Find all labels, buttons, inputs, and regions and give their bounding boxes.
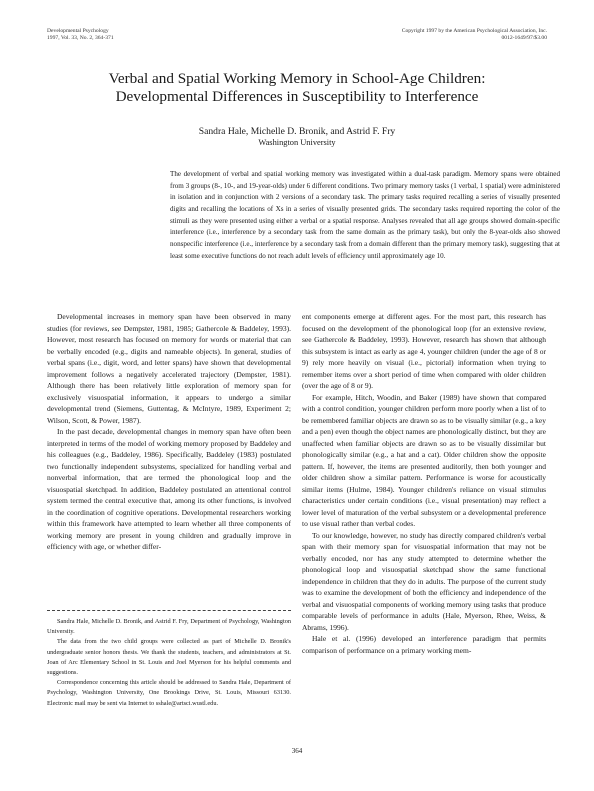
footnote: The data from the two child groups were collected as part of Michelle D. Bronik's undergraduate senior honors thesis. We thank the students, teachers, and administrators at St. Joan of Arc Elementary School in St. Louis and Joel Myerson for his helpful comments and suggestions. (47, 638, 291, 677)
paragraph: In the past decade, developmental changes in memory span have often been interpreted in terms of the model of working memory proposed by Baddeley and his colleagues (e.g., Baddeley, 1986). Specifically, Baddeley (1983) postulated two functionally independent subsystems, specialized for handling verbal and nonverbal information, that are termed the phonological loop and the visuospatial sketchpad. In addition, Baddeley postulated an attentional control system termed the central executive that, among its other functions, is involved in the coordination of cognitive operations. Developmental researchers working within this framework have attempted to learn whether all three components of working memory are present in young children and gradually improve in efficiency with age, or whether differ- (47, 427, 291, 551)
paper-title (40, 70, 554, 106)
footnote: Correspondence concerning this article should be addressed to Sandra Hale, Department of Psychology, Washington University, One Brookings Drive, St. Louis, Missouri 63130. Electronic mail may be sent via Internet to sshale@artsci.wustl.edu. (47, 679, 291, 707)
journal-header (47, 28, 114, 42)
title-line-2: Developmental Differences in Susceptibility to Interference (115, 88, 479, 105)
journal-name: Developmental Psychology (47, 28, 109, 34)
footnote: Sandra Hale, Michelle D. Bronik, and Astrid F. Fry, Department of Psychology, Washington University. (47, 618, 291, 636)
footnote-divider (47, 610, 291, 611)
author-note (47, 617, 291, 709)
paragraph: Developmental increases in memory span have been observed in many studies (for reviews, see Dempster, 1981, 1985; Gathercole & Baddeley, 1993). However, most research has focused on memory for words or material that can be verbally encoded (e.g., digits and nameable objects). In general, studies of verbal spans (i.e., digit, word, and letter spans) have shown that developmental improvement follows a negatively accelerated trajectory (Dempster, 1981). Although there has been relatively little exploration of memory span for exclusively visuospatial information, it appears to undergo a similar developmental trend (Siemens, Guttentag, & McIntyre, 1989, Experiment 2; Wilson, Scott, & Power, 1987). (47, 312, 291, 425)
page-number: 364 (291, 747, 303, 755)
body-column-left (47, 311, 291, 553)
title-line-1: Verbal and Spatial Working Memory in School-Age Children: (108, 70, 486, 87)
paragraph: For example, Hitch, Woodin, and Baker (1989) have shown that compared with a control condition, younger children perform more poorly when a list of to be remembered familiar objects are drawn so as to be visually similar (e.g., a key and a pen) even though the object names are phonologically distinct, but they are unaffected when familiar objects are drawn so as to be visually dissimilar but phonologically similar (e.g., a hat and a cat). Older children show the opposite pattern. If, however, the items are presented auditorily, then both younger and older children show a similar pattern. Performance is worse for acoustically similar items (Hulme, 1984). Younger children's reliance on visual stimulus characteristics under certain conditions (i.e., visual presentation) may reflect a lower level of maturation of the verbal subsystem or a developmental preference to use visual rather than verbal codes. (302, 392, 546, 528)
abstract: The development of verbal and spatial working memory was investigated within a dual-task paradigm. Memory spans were obtained from 3 groups (8-, 10-, and 19-year-olds) under 6 different conditions. Two primary memory tasks (1 verbal, 1 spatial) were administered in isolation and in conjunction with 2 versions of a secondary task. The primary tasks required recalling a series of visually presented digits and recalling the locations of Xs in a series of visually presented grids. The secondary tasks required reporting the color of the stimuli as they were presented using either a verbal or a spatial response. Analyses revealed that all age groups showed domain-specific interference (i.e., interference by a secondary task from the same domain as the primary task), but only the 8-year-olds also showed nonspecific interference (i.e., interference by a secondary task from a domain different than the primary memory task), suggesting that at least some executive functions do not reach adult levels of efficiency until approximately age 10. (170, 170, 560, 260)
paragraph: ent components emerge at different ages. For the most part, this research has focused on the development of the phonological loop (for an extensive review, see Gathercole & Baddeley, 1993). However, research has shown that although this subsystem is intact as early as age 4, younger children (under the age of 8 or 9) rely more heavily on visual (i.e., pictorial) information when trying to remember items over a short period of time when compared with older children (over the age of 8 or 9). (302, 312, 546, 390)
paragraph: Hale et al. (1996) developed an interference paradigm that permits comparison of performance on a primary working mem- (302, 634, 546, 655)
copyright-header (402, 28, 547, 42)
affiliation: Washington University (258, 138, 336, 147)
paragraph: To our knowledge, however, no study has directly compared children's verbal span with their memory span for visuospatial information that may not be verbally encoded, nor has any study attempted to determine whether the phonological loop and visuospatial sketchpad show the same functional independence in children that they do in adults. The purpose of the current study was to examine the development of both the efficiency and independence of the verbal and visuospatial components of working memory using tasks that produce comparable levels of performance in adults (Hale, Myerson, Rhee, Weiss, & Abrams, 1996). (302, 530, 546, 632)
body-column-right (302, 311, 546, 656)
copyright-notice: Copyright 1997 by the American Psychological Association, Inc. (401, 28, 547, 34)
journal-volume: 1997, Vol. 33, No. 2, 364-371 (47, 35, 114, 41)
issn-code: 0012-1649/97/$3.00 (501, 35, 547, 41)
author-list: Sandra Hale, Michelle D. Bronik, and Astrid F. Fry (198, 126, 396, 137)
